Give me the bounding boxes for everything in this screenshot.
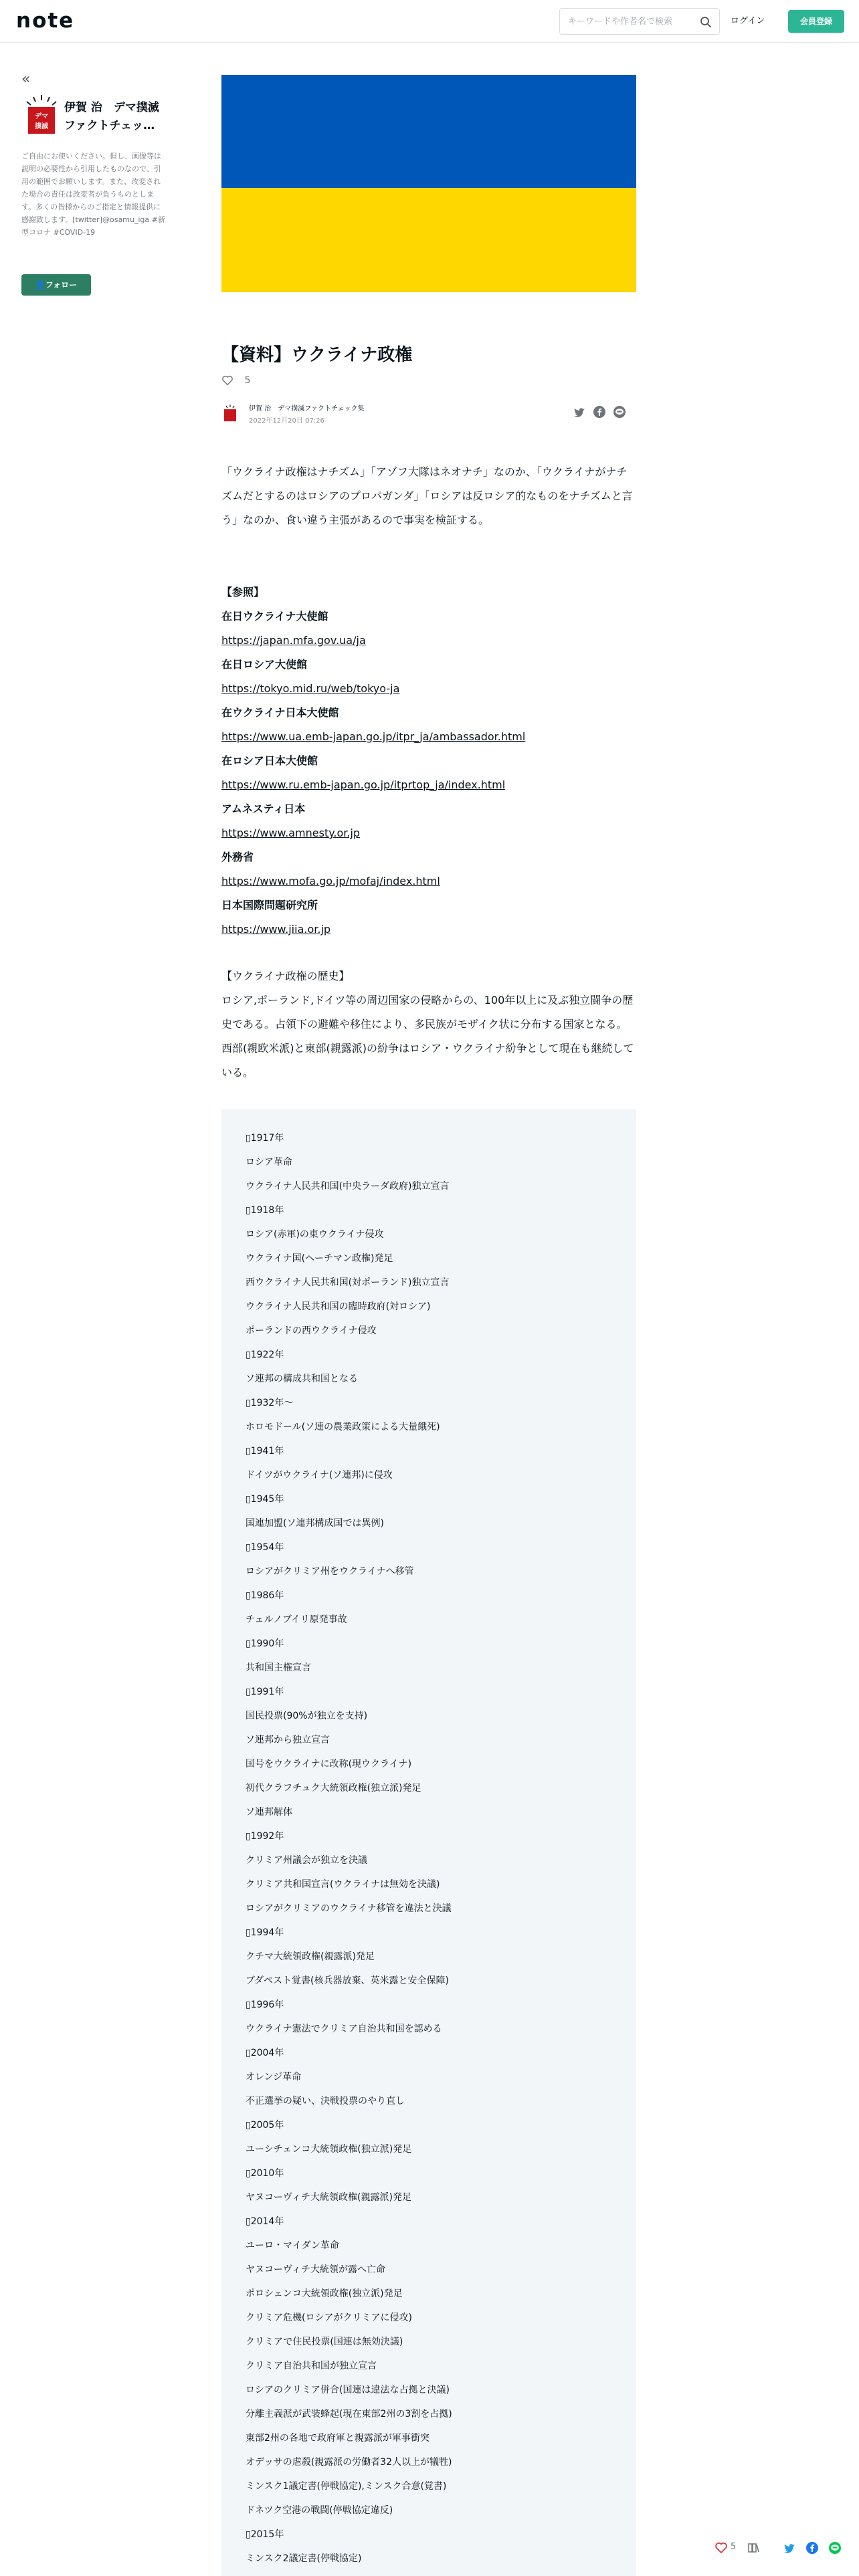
timeline-row: ▯1918年 xyxy=(246,1205,284,1216)
ref-name: 在ロシア日本大使館 xyxy=(221,754,318,767)
float-line-icon[interactable] xyxy=(828,2541,842,2555)
timeline-row: ヤヌコーヴィチ大統領政権(親露派)発足 xyxy=(246,2192,411,2203)
timeline-row: ▯1986年 xyxy=(246,1590,284,1601)
timeline-row: ヤヌコーヴィチ大統領が露へ亡命 xyxy=(246,2264,386,2275)
timeline-row: 国連加盟(ソ連邦構成国では異例) xyxy=(246,1518,384,1529)
hero-image-ukraine-flag xyxy=(221,75,636,292)
timeline-row: ロシアのクリミア併合(国連は違法な占拠と決議) xyxy=(246,2385,450,2395)
ref-link[interactable]: https://japan.mfa.gov.ua/ja xyxy=(221,634,366,647)
timeline-row: ▯1954年 xyxy=(246,1542,284,1553)
heart-icon[interactable] xyxy=(221,374,233,387)
timeline-row: 分離主義派が武装蜂起(現在東部2州の3割を占拠) xyxy=(246,2409,452,2420)
like-heart-icon[interactable] xyxy=(714,2541,728,2555)
timeline-row: ウクライナ憲法でクリミア自治共和国を認める xyxy=(246,2024,442,2034)
note-logo[interactable]: note xyxy=(16,9,75,33)
timeline-row: ロシアがクリミア州をウクライナへ移管 xyxy=(246,1566,414,1577)
flag-blue-band xyxy=(221,75,636,188)
timeline-row: ブダペスト覚書(核兵器放棄、英米露と安全保障) xyxy=(246,1975,449,1986)
ref-link[interactable]: https://www.ua.emb-japan.go.jp/itpr_ja/ambassador.html xyxy=(221,730,526,743)
timeline-row: ▯1941年 xyxy=(246,1446,284,1457)
timeline-row: オデッサの虐殺(親露派の労働者32人以上が犠牲) xyxy=(246,2457,452,2468)
timeline-row: クチマ大統領政権(親露派)発足 xyxy=(246,1951,375,1962)
timeline-row: ▯1945年 xyxy=(246,1494,284,1505)
sidebar-author-name[interactable]: 伊賀 治 デマ撲滅ファクトチェッ… xyxy=(64,101,159,132)
history-heading: 【ウクライナ政権の歴史】 xyxy=(221,970,350,982)
timeline-row: ▯1922年 xyxy=(246,1350,284,1360)
follow-button[interactable] xyxy=(21,274,91,296)
article-title: 【資料】ウクライナ政権 xyxy=(221,345,413,365)
author-bio: ご自由にお使いください。但し、画像等は説明の必要性から引用したものなので、引用の範囲でお願いします。また、改変された場合の責任は改変者が負うものとします。多くの皆様からのご指定と情報提供に感謝致します。[twitter]@osamu_iga #新型コロナ #COVID-19 xyxy=(21,152,165,237)
timeline-row: ▯2010年 xyxy=(246,2168,284,2179)
author-avatar[interactable] xyxy=(21,94,62,136)
ref-link[interactable]: https://www.ru.emb-japan.go.jp/itprtop_ja/index.html xyxy=(221,778,506,791)
timeline-row: クリミア共和国宣言(ウクライナは無効を決議) xyxy=(246,1879,440,1890)
timeline-row: クリミア危機(ロシアがクリミアに侵攻) xyxy=(246,2313,412,2323)
timeline-row: 国民投票(90%が独立を支持) xyxy=(246,1711,368,1721)
timeline-block xyxy=(221,1109,636,2576)
ref-link[interactable]: https://www.mofa.go.jp/mofaj/index.html xyxy=(221,875,440,887)
timeline-row: ▯1917年 xyxy=(246,1133,284,1144)
magazine-add-icon[interactable] xyxy=(747,2541,760,2555)
login-link[interactable]: ログイン xyxy=(731,16,765,26)
publish-date: 2022年12月20日 07:26 xyxy=(249,417,324,425)
timeline-row: ウクライナ人民共和国の臨時政府(対ロシア) xyxy=(246,1301,431,1312)
timeline-row: ロシア(赤軍)の東ウクライナ侵攻 xyxy=(246,1229,384,1240)
timeline-row: ポロシェンコ大統領政権(独立派)発足 xyxy=(246,2288,403,2299)
timeline-row: ソ連邦の構成共和国となる xyxy=(246,1374,358,1384)
follow-label: フォロー xyxy=(45,280,78,290)
refs-heading: 【参照】 xyxy=(221,586,265,599)
line-share-icon[interactable] xyxy=(613,405,626,419)
svg-text:撲滅: 撲滅 xyxy=(35,123,48,130)
timeline-row: ミンスク1議定書(停戦協定),ミンスク合意(覚書) xyxy=(246,2481,447,2492)
history-text: ロシア,ポーランド,ドイツ等の周辺国家の侵略からの、100年以上に及ぶ独立闘争の歴史である。占領下の避難や移住により、多民族がモザイク状に分布する国家となる。西部(親欧米派)と東部(親露派)の紛争はロシア・ウクライナ紛争として現在も継続している。 xyxy=(221,994,634,1079)
article-intro: 「ウクライナ政権はナチズム」「アゾフ大隊はネオナチ」なのか、「ウクライナがナチズムだとするのはロシアのプロパガンダ」「ロシアは反ロシア的なものをナチズムと言う」なのか、食い違う主張があるので事実を検証する。 xyxy=(221,465,633,526)
timeline-row: 国号をウクライナに改称(現ウクライナ) xyxy=(246,1759,412,1769)
timeline-row: ▯2005年 xyxy=(246,2120,284,2131)
timeline-row: クリミア州議会が独立を決議 xyxy=(246,1855,367,1866)
timeline-row: ▯1991年 xyxy=(246,1687,284,1697)
search-input[interactable] xyxy=(568,15,695,28)
floating-action-bar xyxy=(705,2533,854,2563)
follow-user-icon: 👤 xyxy=(35,280,45,290)
collapse-sidebar-icon[interactable]: « xyxy=(21,71,31,88)
timeline-row: ▯2014年 xyxy=(246,2216,284,2227)
timeline-row: ユーシチェンコ大統領政権(独立派)発足 xyxy=(246,2144,412,2155)
timeline-row: ▯1996年 xyxy=(246,2000,284,2010)
meta-author-avatar[interactable] xyxy=(221,404,239,423)
float-twitter-icon[interactable] xyxy=(783,2541,796,2555)
timeline-row: ▯1994年 xyxy=(246,1927,284,1938)
timeline-row: ミンスク2議定書(停戦協定) xyxy=(246,2553,362,2564)
history-section xyxy=(221,964,636,1085)
timeline-row: ロシアがクリミアのウクライナ移管を違法と決議 xyxy=(246,1903,452,1914)
timeline-row: 不正選挙の疑い、決戦投票のやり直し xyxy=(246,2096,405,2107)
like-count: 5 xyxy=(244,375,251,386)
timeline-row: ウクライナ国(ヘーチマン政権)発足 xyxy=(246,1253,393,1264)
timeline-row: チェルノブイリ原発事故 xyxy=(246,1614,347,1625)
timeline-row: ユーロ・マイダン革命 xyxy=(246,2240,339,2251)
ref-link[interactable]: https://www.jiia.or.jp xyxy=(221,923,331,936)
signup-button[interactable]: 会員登録 xyxy=(788,10,844,33)
timeline-row: ロシア革命 xyxy=(246,1157,292,1168)
timeline-row: クリミアで住民投票(国連は無効決議) xyxy=(246,2337,403,2347)
facebook-share-icon[interactable] xyxy=(593,405,606,419)
twitter-share-icon[interactable] xyxy=(573,405,586,419)
float-facebook-icon[interactable] xyxy=(805,2541,819,2555)
timeline-row: ドネツク空港の戦闘(停戦協定違反) xyxy=(246,2505,393,2516)
ref-name: アムネスティ日本 xyxy=(221,802,306,815)
timeline-row: ▯2015年 xyxy=(246,2529,284,2540)
timeline-row: ポーランドの西ウクライナ侵攻 xyxy=(246,1325,377,1336)
timeline-row: ▯1992年 xyxy=(246,1831,284,1842)
timeline-row: ソ連邦から独立宣言 xyxy=(246,1735,330,1745)
meta-author-name[interactable]: 伊賀 治 デマ撲滅ファクトチェック集 xyxy=(249,405,365,413)
ref-name: 日本国際問題研究所 xyxy=(221,899,318,911)
timeline-row: オレンジ革命 xyxy=(246,2072,302,2082)
timeline-row: ▯2004年 xyxy=(246,2048,284,2058)
ref-name: 外務省 xyxy=(221,851,254,863)
ref-name: 在日ロシア大使館 xyxy=(221,658,308,671)
ref-name: 在ウクライナ日本大使館 xyxy=(221,706,339,719)
timeline-row: ▯1932年〜 xyxy=(246,1398,294,1408)
timeline-row: ドイツがウクライナ(ソ連邦)に侵攻 xyxy=(246,1470,393,1481)
timeline-row: 西ウクライナ人民共和国(対ポーランド)独立宣言 xyxy=(246,1277,450,1288)
ref-link[interactable]: https://www.amnesty.or.jp xyxy=(221,827,361,839)
flag-yellow-band xyxy=(221,188,636,292)
timeline-row: 共和国主権宣言 xyxy=(246,1662,311,1673)
search-box[interactable] xyxy=(559,8,720,35)
timeline-row: ホロモドール(ソ連の農業政策による大量餓死) xyxy=(246,1422,440,1432)
timeline-row: ソ連邦解体 xyxy=(246,1807,292,1818)
timeline-row: 東部2州の各地で政府軍と親露派が軍事衝突 xyxy=(246,2433,430,2444)
svg-text:デマ: デマ xyxy=(35,113,48,120)
ref-name: 在日ウクライナ大使館 xyxy=(221,610,328,623)
references-section xyxy=(221,580,636,942)
timeline-row: ウクライナ人民共和国(中央ラーダ政府)独立宣言 xyxy=(246,1181,450,1192)
site-header xyxy=(0,0,859,43)
ref-link[interactable]: https://tokyo.mid.ru/web/tokyo-ja xyxy=(221,682,400,695)
float-like-count: 5 xyxy=(731,2542,737,2552)
timeline-row: クリミア自治共和国が独立宣言 xyxy=(246,2361,377,2371)
timeline-row: 初代クラフチュク大統領政権(独立派)発足 xyxy=(246,1783,421,1794)
search-icon[interactable] xyxy=(699,15,712,29)
like-row xyxy=(221,374,250,391)
timeline-row: ▯1990年 xyxy=(246,1638,284,1649)
